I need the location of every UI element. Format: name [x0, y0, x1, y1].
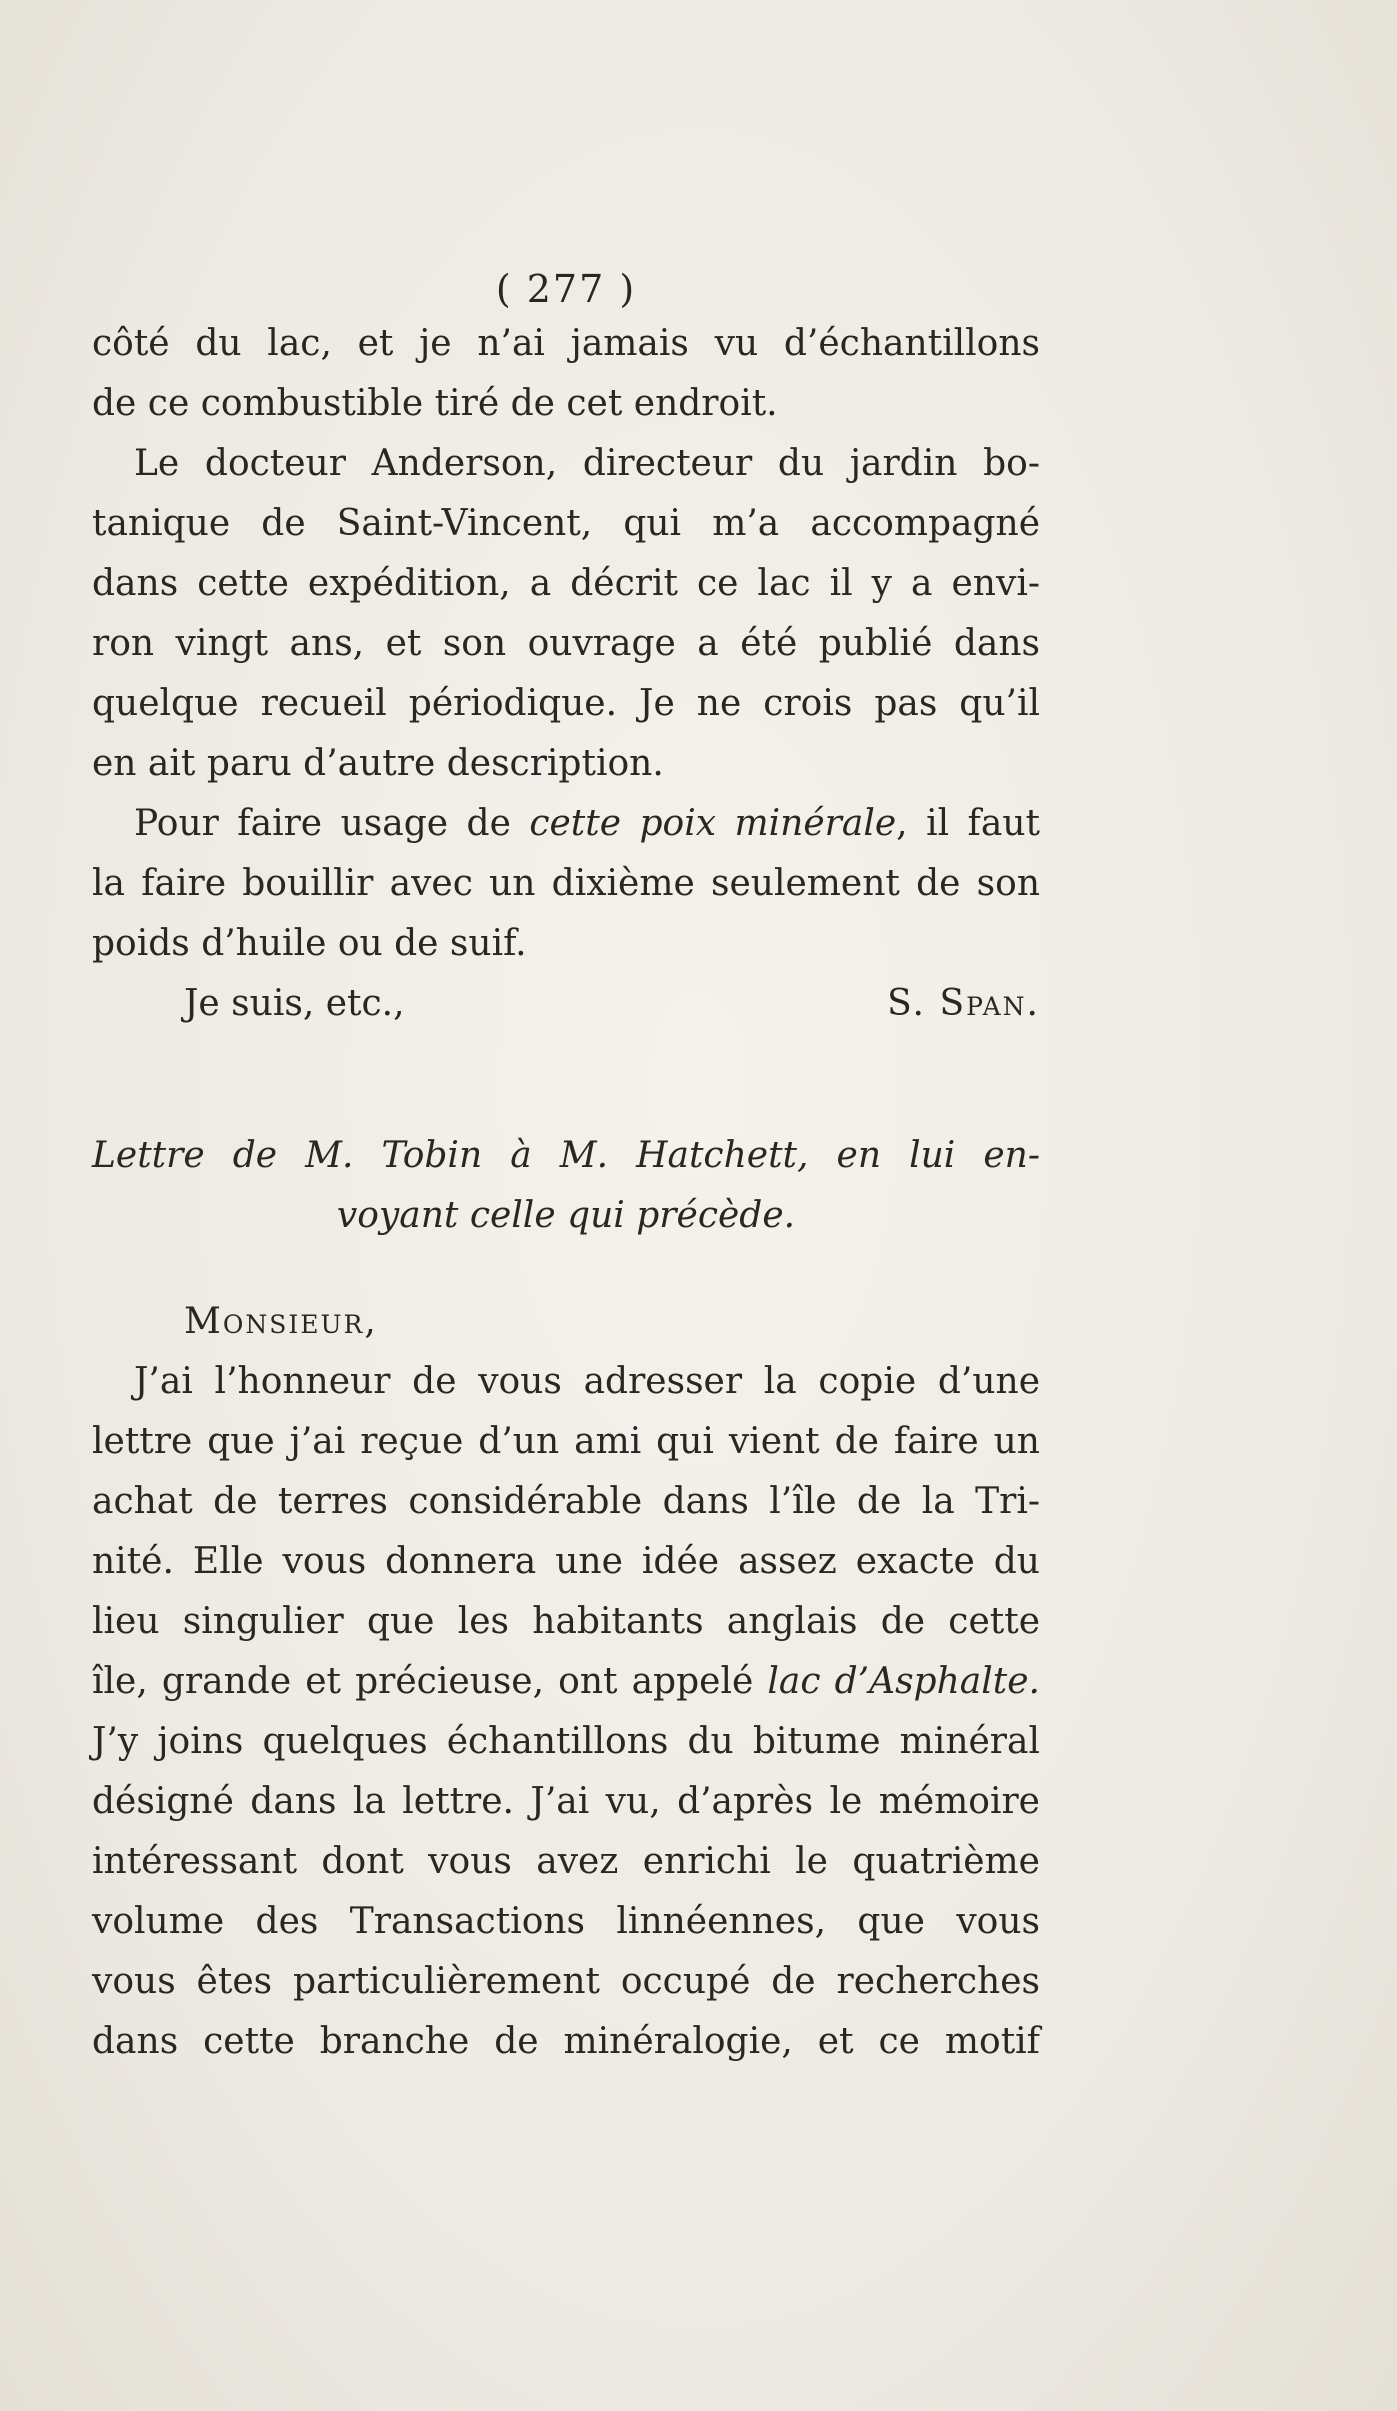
- salutation: Monsieur,: [184, 1301, 378, 1342]
- signer-name: S. Span.: [887, 983, 1040, 1024]
- text-line: [92, 794, 1040, 854]
- text-line: ron vingt ans, et son ouvrage a été publié dans: [92, 623, 1040, 664]
- text-line: lettre que j’ai reçue d’un ami qui vient de faire un: [92, 1421, 1040, 1462]
- text-line: lieu singulier que les habitants anglais de cette: [92, 1601, 1040, 1642]
- text-line: poids d’huile ou de suif.: [92, 923, 527, 964]
- text-line: [92, 1652, 1040, 1712]
- text-line: volume des Transactions linnéennes, que vous: [92, 1901, 1040, 1942]
- closing-text: Je suis, etc.,: [184, 983, 405, 1024]
- text-line: Le docteur Anderson, directeur du jardin bo-: [134, 443, 1040, 484]
- text-run: Pour faire usage de: [134, 803, 530, 844]
- text-line: achat de terres considérable dans l’île de la Tri-: [92, 1481, 1040, 1522]
- text-line: tanique de Saint-Vincent, qui m’a accompagné: [92, 503, 1040, 544]
- text-line: la faire bouillir avec un dixième seulement de son: [92, 863, 1040, 904]
- signature-line: [92, 974, 1040, 1034]
- letter-heading-continued: voyant celle qui précède.: [336, 1195, 796, 1236]
- text-line: vous êtes particulièrement occupé de recherches: [92, 1961, 1040, 2002]
- text-run: île, grande et précieuse, ont appelé: [92, 1661, 768, 1702]
- text-line: désigné dans la lettre. J’ai vu, d’après le mémoire: [92, 1781, 1040, 1822]
- text-line: J’y joins quelques échantillons du bitume minéral: [92, 1721, 1040, 1762]
- italic-term: lac d’Asphalte.: [767, 1661, 1040, 1702]
- text-line: côté du lac, et je n’ai jamais vu d’échantillons: [92, 323, 1040, 364]
- text-line: de ce combustible tiré de cet endroit.: [92, 383, 778, 424]
- text-line: dans cette branche de minéralogie, et ce motif: [92, 2021, 1040, 2062]
- page-number: ( 277 ): [495, 267, 637, 311]
- text-line: quelque recueil périodique. Je ne crois pas qu’il: [92, 683, 1040, 724]
- italic-term: cette poix minérale: [529, 803, 897, 844]
- text-line: intéressant dont vous avez enrichi le quatrième: [92, 1841, 1040, 1882]
- text-line: nité. Elle vous donnera une idée assez exacte du: [92, 1541, 1040, 1582]
- letter-heading: Lettre de M. Tobin à M. Hatchett, en lui en-: [92, 1135, 1040, 1176]
- text-line: en ait paru d’autre description.: [92, 743, 664, 784]
- text-run: , il faut: [896, 803, 1040, 844]
- text-line: J’ai l’honneur de vous adresser la copie d’une: [134, 1361, 1040, 1402]
- text-line: dans cette expédition, a décrit ce lac il y a envi-: [92, 563, 1040, 604]
